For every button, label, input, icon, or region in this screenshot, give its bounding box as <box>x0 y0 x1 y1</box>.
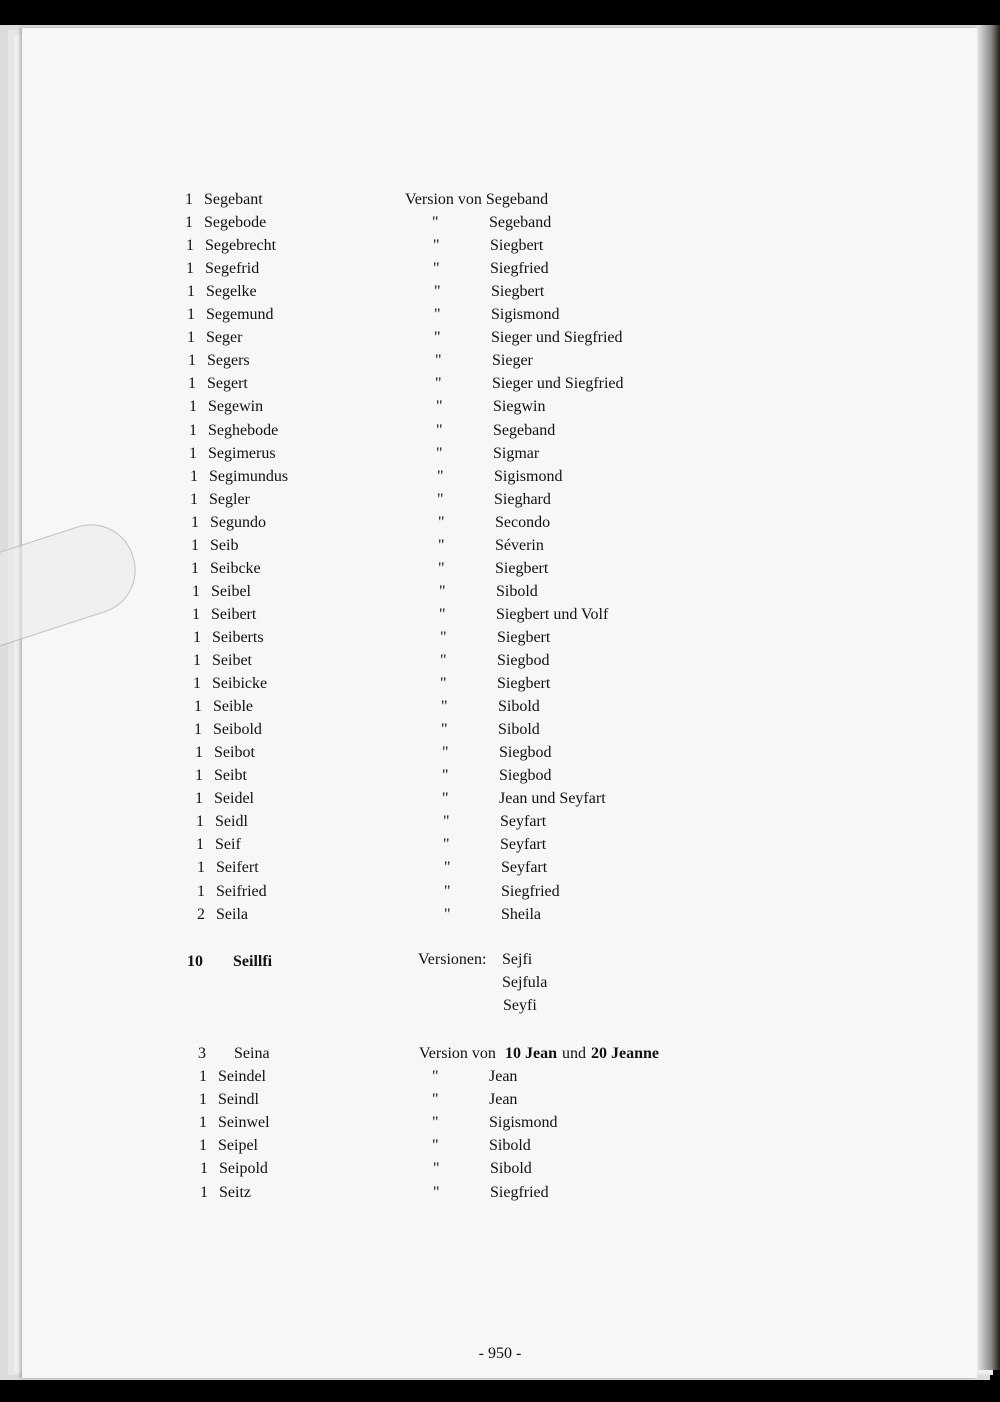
entry-count: 1 <box>199 1114 207 1132</box>
entry-name: Segler <box>209 490 250 508</box>
ditto-mark: " <box>432 1114 439 1132</box>
entry-count: 1 <box>187 306 195 324</box>
entry-name: Segimerus <box>208 444 276 462</box>
ditto-mark: " <box>443 813 450 831</box>
version-value: Version von Segeband <box>405 191 549 208</box>
ditto-mark: " <box>439 582 446 600</box>
entry-name: Segelke <box>206 283 257 301</box>
page-number: - 950 - <box>478 1345 522 1362</box>
version-value: Siegwin <box>493 398 546 416</box>
ditto-mark: " <box>438 536 445 554</box>
version-value: Siegbod <box>499 767 552 785</box>
ditto-mark: " <box>432 1137 439 1155</box>
entry-name: Seitz <box>219 1183 251 1201</box>
entry-name: Seibot <box>214 744 255 762</box>
ditto-mark: " <box>444 882 451 900</box>
version-value: Sieger und Siegfried <box>492 375 624 393</box>
version-value: Siegfried <box>501 882 560 900</box>
ditto-mark: " <box>444 859 451 877</box>
version-prefix: Version von <box>419 1045 496 1062</box>
ditto-mark: " <box>435 375 442 393</box>
ditto-mark: " <box>440 652 447 669</box>
entry-name: Seghebode <box>208 421 279 439</box>
entry-count: 1 <box>192 582 200 600</box>
version-value: Sigismond <box>494 467 563 485</box>
entry-name: Seifert <box>216 859 259 877</box>
version-value: Sejfi <box>502 951 533 968</box>
entry-count: 1 <box>190 490 198 508</box>
ditto-mark: " <box>442 744 449 762</box>
version-bold-1: 10 Jean <box>505 1045 557 1062</box>
ditto-mark: " <box>434 329 441 347</box>
entry-count: 3 <box>198 1045 206 1062</box>
entry-count: 1 <box>194 698 202 716</box>
ditto-mark: " <box>433 1183 440 1201</box>
version-value: Sibold <box>498 698 540 716</box>
entry-count: 1 <box>188 352 196 370</box>
entry-name: Seina <box>234 1045 270 1062</box>
entry-name: Segimundus <box>209 467 289 485</box>
entry-count: 1 <box>197 859 205 877</box>
ditto-mark: " <box>441 721 448 739</box>
version-value: Sibold <box>490 1160 532 1178</box>
version-value: Sigismond <box>489 1114 558 1132</box>
version-value: Siegbod <box>497 652 550 669</box>
entry-count: 1 <box>199 1068 207 1085</box>
version-value: Sibold <box>489 1137 531 1155</box>
ditto-mark: " <box>432 1068 439 1085</box>
entry-count: 1 <box>200 1160 208 1178</box>
entry-name: Seidel <box>214 790 254 808</box>
version-value: Seyfart <box>501 859 548 877</box>
entry-count: 1 <box>200 1183 208 1201</box>
version-conjunction: und <box>562 1045 586 1062</box>
version-value: Jean <box>489 1091 518 1109</box>
version-value: Siegbert und Volf <box>496 605 609 623</box>
entry-name: Segebant <box>204 191 263 208</box>
version-value: Seyfart <box>500 836 547 854</box>
version-value: Sejfula <box>502 974 548 991</box>
entry-name: Seibt <box>214 767 247 785</box>
entry-count: 1 <box>186 237 194 255</box>
version-value: Jean und Seyfart <box>499 790 606 808</box>
entry-name: Segundo <box>210 513 266 531</box>
version-value: Siegbert <box>497 628 551 646</box>
ditto-mark: " <box>437 467 444 485</box>
entry-name: Seib <box>210 536 239 554</box>
version-value: Secondo <box>495 513 551 531</box>
entry-count: 2 <box>197 905 205 923</box>
ditto-mark: " <box>440 675 447 693</box>
version-value: Sieger <box>492 352 533 370</box>
entry-name: Seipel <box>218 1137 258 1155</box>
entry-name: Segers <box>207 352 250 370</box>
version-value: Siegbod <box>499 744 552 762</box>
entry-name: Seindel <box>218 1068 266 1085</box>
entry-count: 1 <box>195 790 203 808</box>
entry-count: 1 <box>193 675 201 693</box>
ditto-mark: " <box>432 214 439 232</box>
ditto-mark: " <box>439 605 446 623</box>
version-value: Sigismond <box>491 306 560 324</box>
entry-name: Seger <box>206 329 243 347</box>
entry-count: 1 <box>189 398 197 416</box>
entry-name: Seif <box>215 836 241 854</box>
entry-count: 1 <box>193 652 201 669</box>
version-value: Siegbert <box>495 559 549 577</box>
ditto-mark: " <box>437 490 444 508</box>
entry-count: 1 <box>185 191 193 208</box>
entry-name: Segefrid <box>205 260 260 278</box>
entry-name: Seinwel <box>218 1114 270 1132</box>
entry-name: Seindl <box>218 1091 259 1109</box>
versions-label: Versionen: <box>418 951 487 968</box>
entry-count: 1 <box>187 283 195 301</box>
entry-name: Seillfi <box>233 953 273 970</box>
entry-name: Segemund <box>206 306 274 324</box>
ditto-mark: " <box>443 836 450 854</box>
entry-count: 1 <box>191 559 199 577</box>
entry-name: Segert <box>207 375 248 393</box>
entry-count: 1 <box>186 260 194 278</box>
version-bold-2: 20 Jeanne <box>591 1045 659 1062</box>
entry-count: 1 <box>199 1091 207 1109</box>
entry-name: Seidl <box>215 813 248 831</box>
entry-count: 1 <box>190 467 198 485</box>
entry-count: 1 <box>195 744 203 762</box>
version-value: Seyfart <box>500 813 547 831</box>
ditto-mark: " <box>436 398 443 416</box>
ditto-mark: " <box>436 444 443 462</box>
version-value: Séverin <box>495 536 544 554</box>
entry-name: Seiberts <box>212 628 264 646</box>
entry-count: 1 <box>191 536 199 554</box>
ditto-mark: " <box>441 698 448 716</box>
entry-count: 1 <box>185 214 193 232</box>
version-value: Sigmar <box>493 444 540 462</box>
entry-count: 1 <box>196 836 204 854</box>
entry-count: 1 <box>187 329 195 347</box>
entry-name: Seibicke <box>212 675 268 693</box>
ditto-mark: " <box>442 790 449 808</box>
entry-name: Seibert <box>211 605 257 623</box>
ditto-mark: " <box>444 905 451 923</box>
ditto-mark: " <box>434 283 441 301</box>
version-value: Segeband <box>489 214 552 232</box>
version-value: Sibold <box>496 582 538 600</box>
ditto-mark: " <box>433 260 440 278</box>
ditto-mark: " <box>434 306 441 324</box>
entry-count: 1 <box>196 813 204 831</box>
entry-count: 1 <box>188 375 196 393</box>
version-value: Sheila <box>501 905 541 923</box>
entry-count: 1 <box>195 767 203 785</box>
entry-count: 10 <box>187 953 203 970</box>
entry-count: 1 <box>189 421 197 439</box>
entry-name: Seibel <box>211 582 251 600</box>
entry-name: Seible <box>213 698 253 716</box>
version-value: Jean <box>489 1068 518 1085</box>
version-value: Siegfried <box>490 260 549 278</box>
ditto-mark: " <box>438 513 445 531</box>
entry-count: 1 <box>199 1137 207 1155</box>
ditto-mark: " <box>435 352 442 370</box>
version-value: Siegbert <box>491 283 545 301</box>
entry-name: Seipold <box>219 1160 268 1178</box>
entry-count: 1 <box>194 721 202 739</box>
version-value: Seyfi <box>503 997 537 1014</box>
version-value: Siegfried <box>490 1183 549 1201</box>
version-value: Segeband <box>493 421 556 439</box>
entry-count: 1 <box>191 513 199 531</box>
entry-name: Segebode <box>204 214 267 232</box>
entry-name: Seibold <box>213 721 262 739</box>
ditto-mark: " <box>433 237 440 255</box>
entry-name: Segebrecht <box>205 237 277 255</box>
entry-name: Segewin <box>208 398 264 416</box>
entry-name: Seila <box>216 905 248 923</box>
ditto-mark: " <box>433 1160 440 1178</box>
entry-name: Seibcke <box>210 559 261 577</box>
version-value: Siegbert <box>497 675 551 693</box>
version-value: Sibold <box>498 721 540 739</box>
version-value: Siegbert <box>490 237 544 255</box>
version-value: Sieger und Siegfried <box>491 329 623 347</box>
entry-name: Seibet <box>212 652 252 669</box>
ditto-mark: " <box>440 628 447 646</box>
entry-count: 1 <box>189 444 197 462</box>
ditto-mark: " <box>438 559 445 577</box>
version-value: Sieghard <box>494 490 551 508</box>
ditto-mark: " <box>442 767 449 785</box>
entry-count: 1 <box>193 628 201 646</box>
ditto-mark: " <box>432 1091 439 1109</box>
book-right-edge <box>978 25 1000 1370</box>
entry-name: Seifried <box>216 882 267 900</box>
entry-count: 1 <box>197 882 205 900</box>
entry-count: 1 <box>192 605 200 623</box>
ditto-mark: " <box>436 421 443 439</box>
